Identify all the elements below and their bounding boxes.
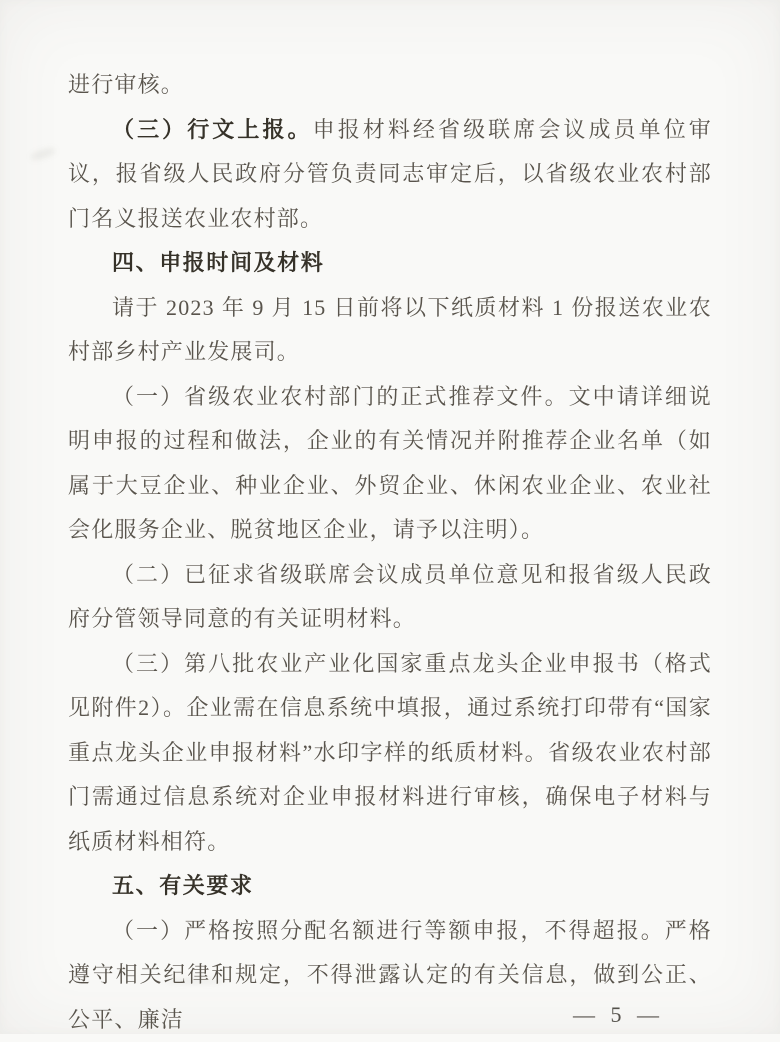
section-heading-4: 四、申报时间及材料: [68, 241, 712, 286]
section-heading-5: 五、有关要求: [68, 864, 712, 909]
document-content: [68, 63, 712, 1042]
paragraph-material-3: （三）第八批农业产业化国家重点龙头企业申报书（格式见附件2）。企业需在信息系统中填报，通过系统打印带有“国家重点龙头企业申报材料”水印字样的纸质材料。省级农业农村部门需通过信息系统对企业申报材料进行审核，确保电子材料与纸质材料相符。: [68, 642, 712, 865]
page-number: — 5 —: [573, 1002, 664, 1028]
bold-run-section-3-label: （三）行文上报。: [112, 117, 313, 142]
text-run: 申报材料经省级联席会议成员单位审议，报省级人民政府分管负责同志审定后，以省级农业农村部门名义报送农业农村部。: [68, 117, 712, 231]
paragraph-material-1: （一）省级农业农村部门的正式推荐文件。文中请详细说明申报的过程和做法，企业的有关情况并附推荐企业名单（如属于大豆企业、种业企业、外贸企业、休闲农业企业、农业社会化服务企业、脱贫地区企业，请予以注明）。: [68, 375, 712, 553]
paragraph-deadline: 请于 2023 年 9 月 15 日前将以下纸质材料 1 份报送农业农村部乡村产业发展司。: [68, 286, 712, 375]
scan-smudge: [29, 146, 56, 162]
paragraph-continuation: 进行审核。: [68, 63, 712, 108]
paragraph-material-2: （二）已征求省级联席会议成员单位意见和报省级人民政府分管领导同意的有关证明材料。: [68, 553, 712, 642]
paragraph-requirement-1: （一）严格按照分配名额进行等额申报，不得超报。严格遵守相关纪律和规定，不得泄露认定的有关信息，做到公正、公平、廉洁: [68, 909, 712, 1042]
paragraph-section-3-reporting: [68, 108, 712, 242]
